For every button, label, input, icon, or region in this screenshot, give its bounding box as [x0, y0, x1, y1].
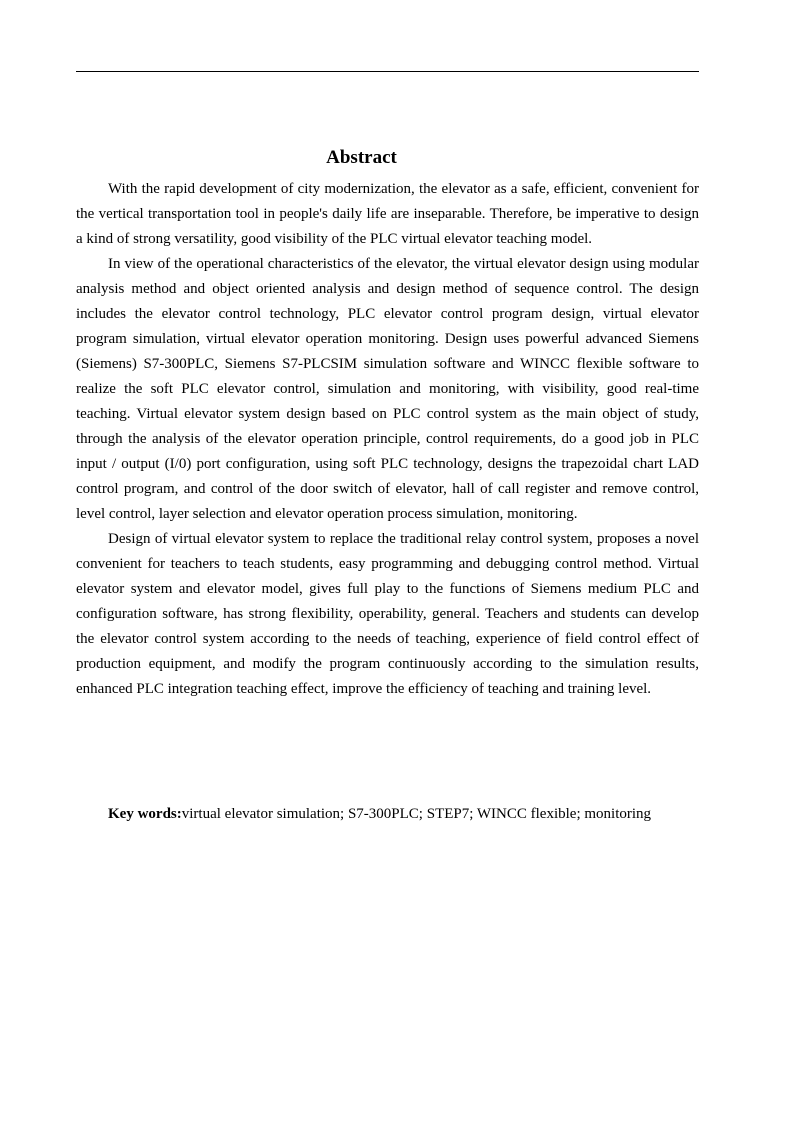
abstract-title: Abstract [326, 147, 397, 168]
abstract-paragraph-1: With the rapid development of city modernization, the elevator as a safe, efficient, convenient for the vertical transportation tool in people's daily life are inseparable. Therefore, be imperative to design a kind of strong versatility, good visibility of the PLC virtual elevator teaching model. [76, 181, 699, 247]
keywords-line [108, 802, 708, 827]
abstract-paragraph-2: In view of the operational characteristics of the elevator, the virtual elevator design using modular analysis method and object oriented analysis and design method of sequence control. The design includes the elevator control technology, PLC elevator control program design, virtual elevator program simulation, virtual elevator operation monitoring. Design uses powerful advanced Siemens (Siemens) S7-300PLC, Siemens S7-PLCSIM simulation software and WINCC flexible software to realize the soft PLC elevator control, simulation and monitoring, with visibility, good real-time teaching. Virtual elevator system design based on PLC control system as the main object of study, through the analysis of the elevator operation principle, control requirements, do a good job in PLC input / output (I/0) port configuration, using soft PLC technology, designs the trapezoidal chart LAD control program, and control of the door switch of elevator, hall of call register and remove control, level control, layer selection and elevator operation process simulation, monitoring. [76, 256, 699, 522]
abstract-paragraph-3: Design of virtual elevator system to replace the traditional relay control system, proposes a novel convenient for teachers to teach students, easy programming and debugging control method. Virtual elevator system and elevator model, gives full play to the functions of Siemens medium PLC and configuration software, has strong flexibility, operability, general. Teachers and students can develop the elevator control system according to the needs of teaching, experience of field control effect of production equipment, and modify the program continuously according to the simulation results, enhanced PLC integration teaching effect, improve the efficiency of teaching and training level. [76, 531, 699, 697]
abstract-body [76, 177, 699, 702]
keywords-label: Key words: [108, 806, 182, 822]
keywords-text: virtual elevator simulation; S7-300PLC; STEP7; WINCC flexible; monitoring [181, 806, 652, 822]
header-rule [76, 71, 699, 72]
